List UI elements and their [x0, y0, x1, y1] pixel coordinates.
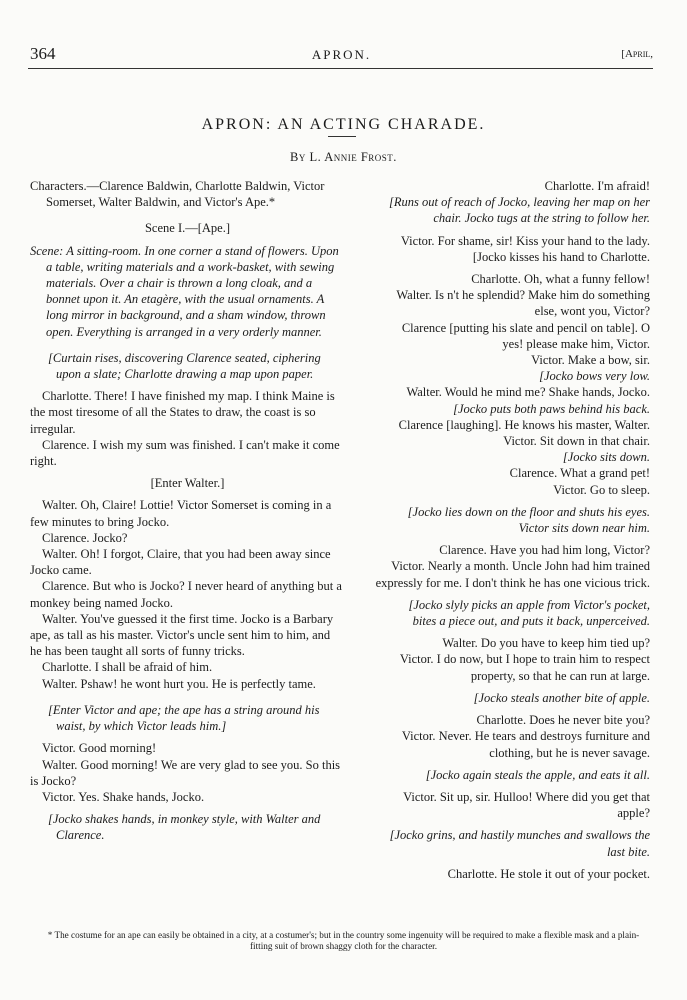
text-paragraph: Victor. Sit up, sir. Hulloo! Where did you get that apple? [403, 789, 650, 821]
text-paragraph: Victor. Yes. Shake hands, Jocko. [42, 789, 205, 804]
page-number: 364 [30, 44, 56, 63]
text-paragraph: Walter. Would he mind me? Shake hands, Jocko. [406, 385, 650, 400]
text-paragraph: Clarence [laughing]. He knows his master, Walter. [398, 417, 650, 432]
text-paragraph: [Jocko steals another bite of apple. [473, 690, 650, 705]
text-paragraph: Clarence. Have you had him long, Victor? [439, 543, 650, 558]
text-paragraph: Charlotte. Oh, what a funny fellow! [471, 272, 650, 287]
footnote: * The costume for an ape can easily be obtained in a city, at a costumer's; but in the country some ingenuity will be required to make a flexible mask and a plain-fitting suit of brown shaggy cloth for the character. [47, 930, 640, 951]
spacer [30, 340, 345, 350]
text-paragraph: Walter. Do you have to keep him tied up? [442, 636, 650, 651]
stage-direction: [Runs out of reach of Jocko, leaving her map on her chair. Jocko tugs at the string to follow her. [389, 195, 650, 226]
text-paragraph: Walter. Is n't he splendid? Make him do something else, wont you, Victor? [396, 288, 650, 319]
stage-direction: [Jocko puts both paws behind his back. [453, 401, 650, 416]
text-paragraph: Victor. For shame, sir! Kiss your hand to the lady. [Jocko kisses his hand to Charlotte. [400, 233, 650, 264]
running-head [30, 44, 653, 66]
text-paragraph: Characters.—Clarence Baldwin, Charlotte Baldwin, Victor Somerset, Walter Baldwin, and Victor's Ape.* [30, 179, 325, 210]
stage-direction: [Jocko grins, and hastily munches and swallows the last bite. [389, 828, 650, 859]
text-paragraph: Clarence. Jocko? [42, 530, 128, 545]
text-paragraph: Walter. You've guessed it the first time. Jocko is a Barbary ape, as tall as his master. Victor's uncle sent him to him, and he has been taught all sorts of funny tricks. [30, 611, 334, 659]
running-month: [April, [621, 48, 653, 60]
text-paragraph: Charlotte. Does he never bite you? [476, 713, 650, 728]
text-paragraph: Scene: A sitting-room. In one corner a stand of flowers. Upon a table, writing materials and a work-basket, with sewing materials. Over a chair is thrown a long cloak, and a bonnet upon it. An etagère, with the usual ornaments. A long mirror in background, and a sham window, thrown open. Everything is arranged in a very orderly manner. [30, 243, 339, 339]
text-paragraph: Clarence. I wish my sum was finished. I can't make it come right. [30, 437, 340, 469]
text-paragraph: Charlotte. I'm afraid! [544, 179, 650, 193]
text-paragraph: Victor. I do now, but I hope to train him to respect property, so that he can run at large. [399, 652, 650, 683]
text-paragraph: Charlotte. There! I have finished my map. I think Maine is the most tiresome of all the States to draw, the coast is so irregular. [30, 389, 335, 436]
text-paragraph: Victor. Make a bow, sir. [531, 353, 650, 368]
spacer [30, 692, 345, 702]
stage-direction: [Jocko again steals the apple, and eats it all. [425, 767, 650, 782]
text-paragraph: Walter. Oh, Claire! Lottie! Victor Somerset is coming in a few minutes to bring Jocko. [30, 498, 332, 529]
text-paragraph: Victor. Nearly a month. Uncle John had him trained expressly for me. I don't think he has one vicious trick. [375, 559, 650, 590]
text-paragraph: Victor. Go to sleep. [553, 482, 650, 497]
stage-direction: [Jocko slyly picks an apple from Victor's pocket, bites a piece out, and puts it back, unperceived. [408, 597, 650, 629]
stage-direction: [Jocko shakes hands, in monkey style, with Walter and Clarence. [48, 812, 321, 843]
stage-direction: [Jocko lies down on the floor and shuts his eyes. Victor sits down near him. [407, 504, 650, 536]
stage-direction: [Enter Victor and ape; the ape has a string around his waist, by which Victor leads him.] [48, 702, 320, 734]
article-title: APRON: AN ACTING CHARADE. [201, 116, 486, 133]
text-paragraph: Charlotte. I shall be afraid of him. [42, 660, 213, 675]
text-paragraph: Walter. Good morning! We are very glad to see you. So this is Jocko? [30, 757, 341, 788]
text-paragraph: [Enter Walter.] [150, 476, 225, 491]
byline: By L. Annie Frost. [290, 150, 397, 164]
text-paragraph: Clarence. But who is Jocko? I never heard of anything but a monkey being named Jocko. [30, 579, 342, 610]
spacer [30, 210, 345, 220]
text-paragraph: Walter. Pshaw! he wont hurt you. He is perfectly tame. [42, 676, 316, 691]
text-paragraph: Clarence. What a grand pet! [509, 466, 650, 481]
text-paragraph: Victor. Never. He tears and destroys furniture and clothing, but he is never savage. [401, 729, 650, 760]
text-paragraph: Charlotte. He stole it out of your pocket. [447, 866, 650, 881]
text-paragraph: Clarence [putting his slate and pencil on table]. O yes! please make him, Victor. [401, 320, 650, 351]
stage-direction: [Curtain rises, discovering Clarence seated, ciphering upon a slate; Charlotte drawing a map upon paper. [48, 350, 321, 382]
left-column [30, 178, 345, 844]
title-rule [328, 136, 356, 137]
text-paragraph: Walter. Oh! I forgot, Claire, that you had been away since Jocko came. [30, 547, 331, 578]
header-rule [28, 68, 653, 69]
text-paragraph: Victor. Sit down in that chair. [503, 434, 650, 449]
text-paragraph: Scene I.—[Ape.] [144, 221, 231, 236]
right-column [368, 178, 650, 882]
text-paragraph: [Jocko sits down. [562, 450, 650, 465]
text-paragraph: Victor. Good morning! [42, 741, 157, 756]
text-paragraph: [Jocko bows very low. [539, 369, 650, 384]
running-title: APRON. [311, 47, 372, 62]
